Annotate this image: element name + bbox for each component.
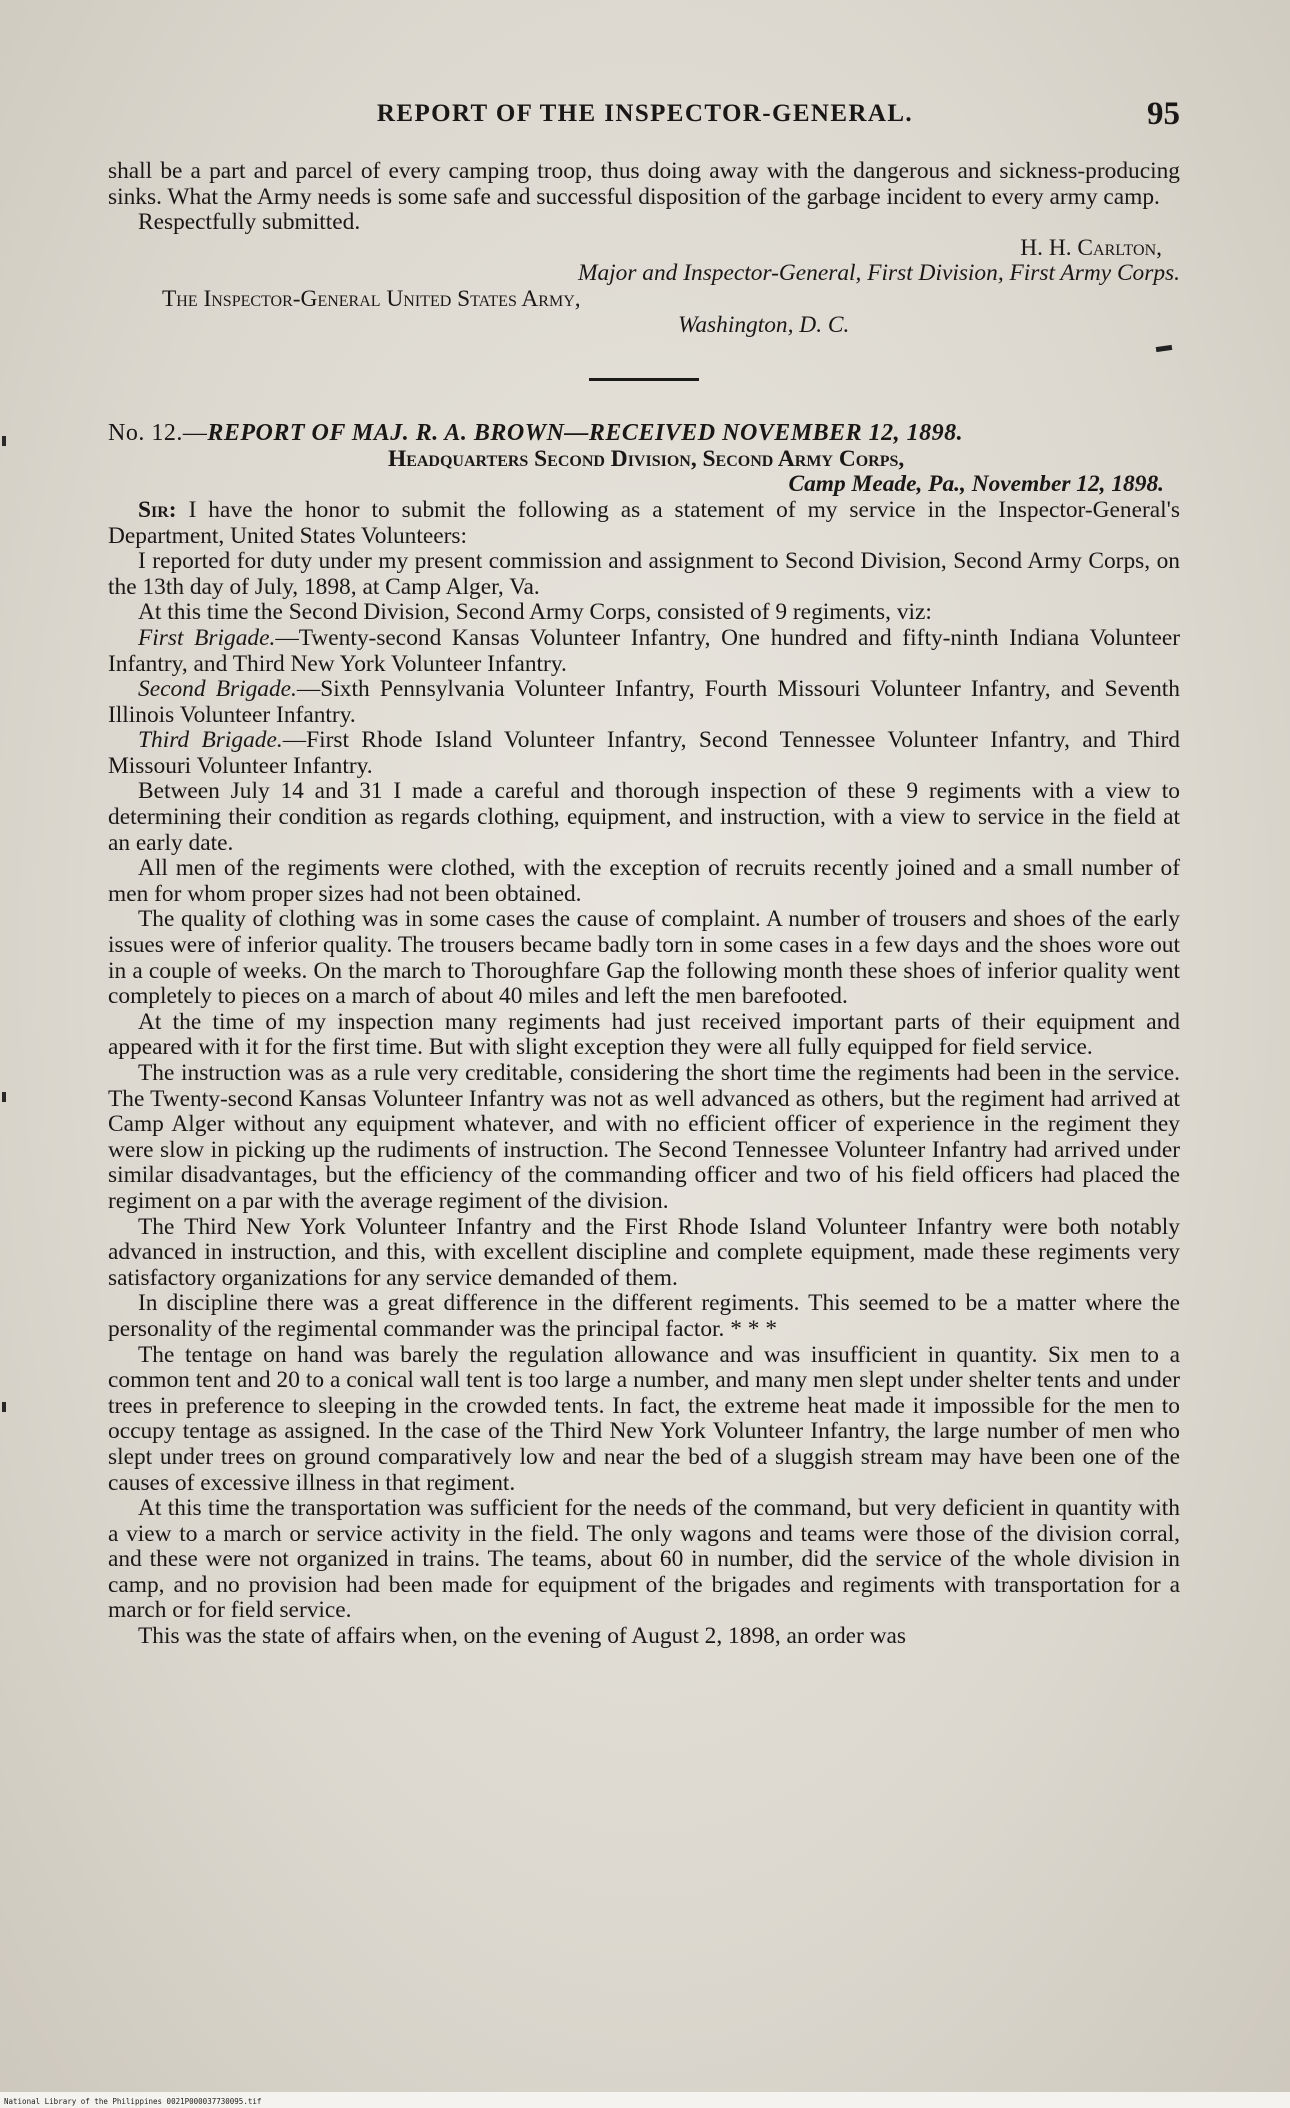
paragraph: The instruction was as a rule very creditable, considering the short time the regiments had been in the service. The Twenty-second Kansas Volunteer Infantry was not as well advanced as others, but the regiment had arrived at Camp Alger without any equipment whatever, and with no efficient officer of experience in the regiment they were slow in picking up the rudiments of instruction. The Second Tennessee Volunteer Infantry had arrived under similar disadvantages, but the efficiency of the commanding officer and two of his field officers had placed the regiment on a par with the average regiment of the division.	[108, 1060, 1180, 1214]
paragraph	[108, 626, 1180, 677]
paragraph: At this time the transportation was sufficient for the needs of the command, but very deficient in quantity with a view to a march or service activity in the field. The only wagons and teams were those of the division corral, and these were not organized in trains. The teams, about 60 in number, did the service of the whole division in camp, and no provision had been made for equipment of the brigades and regiments with transportation for a march or for field service.	[108, 1495, 1180, 1624]
addressee-city: Washington, D. C.	[678, 311, 850, 338]
paragraph	[108, 728, 1180, 779]
edge-mark	[2, 1092, 6, 1102]
paragraph: I reported for duty under my present commission and assignment to Second Division, Second Army Corps, on the 13th day of July, 1898, at Camp Alger, Va.	[108, 548, 1180, 600]
signature-name: H. H. Carlton,	[1020, 234, 1162, 261]
letterhead-hq: Headquarters Second Division, Second Army Corps,	[388, 445, 905, 472]
paragraph: All men of the regiments were clothed, with the exception of recruits recently joined and a small number of men for whom proper sizes had not been obtained.	[108, 855, 1180, 907]
paragraph: This was the state of affairs when, on the evening of August 2, 1898, an order was	[138, 1623, 907, 1650]
scan-label: National Library of the Philippines 0021P000037730095.tif	[4, 2097, 262, 2106]
letterhead-place-date: Camp Meade, Pa., November 12, 1898.	[788, 471, 1164, 498]
section-divider	[589, 378, 699, 381]
page-header	[110, 96, 1180, 136]
paragraph: At the time of my inspection many regiments had just received important parts of their equipment and appeared with it for the first time. But with slight exception they were all fully equipped for field service.	[108, 1008, 1180, 1061]
closing-line: Respectfully submitted.	[138, 209, 361, 236]
brigade-label: Third Brigade.	[138, 727, 283, 754]
paragraph-text: —First Rhode Island Volunteer Infantry, Second Tennessee Volunteer Infantry, and Third Missouri Volunteer Infantry.	[108, 727, 1181, 779]
edge-mark	[2, 436, 6, 446]
report-heading	[108, 421, 1180, 447]
paragraph: The quality of clothing was in some cases the cause of complaint. A number of trousers and shoes of the early issues were of inferior quality. The trousers became badly torn in some cases in a few days and the shoes wore out in a couple of weeks. On the march to Thoroughfare Gap the following month these shoes of inferior quality went completely to pieces on a march of about 40 miles and left the men barefooted.	[108, 906, 1180, 1010]
page-number: 95	[1147, 96, 1180, 132]
report-title: REPORT OF MAJ. R. A. BROWN—RECEIVED NOVEMBER 12, 1898.	[207, 420, 964, 447]
brigade-label: Second Brigade.	[138, 676, 297, 703]
paragraph: Between July 14 and 31 I made a careful and thorough inspection of these 9 regiments with a view to determining their condition as regards clothing, equipment, and instruction, with a view to service in the field at an early date.	[108, 778, 1180, 856]
edge-mark	[2, 1402, 6, 1412]
signature-title: Major and Inspector-General, First Division, First Army Corps.	[577, 260, 1180, 287]
paragraph: The tentage on hand was barely the regulation allowance and was insufficient in quantity. Six men to a common tent and 20 to a conical wall tent is too large a number, and many men slept under shelter tents and under trees in preference to sleeping in the crowded tents. In fact, the extreme heat made it impossible for the men to occupy tentage as assigned. In the case of the Third New York Volunteer Infantry, the large number of men who slept under trees on ground comparatively low and near the bed of a sluggish stream may have been one of the causes of excessive illness in that regiment.	[108, 1341, 1180, 1496]
paragraph: The Third New York Volunteer Infantry and the First Rhode Island Volunteer Infantry were both notably advanced in instruction, and this, with excellent discipline and complete equipment, made these regiments very satisfactory organizations for any service demanded of them.	[108, 1213, 1180, 1291]
opening-paragraph: shall be a part and parcel of every camping troop, thus doing away with the dangerous and sickness-producing sinks. What the Army needs is some safe and successful disposition of the garbage incident to every army camp.	[108, 158, 1180, 210]
paragraph-text: I have the honor to submit the following as a statement of my service in the Inspector-General's Department, United States Volunteers:	[108, 496, 1180, 549]
paragraph: At this time the Second Division, Second Army Corps, consisted of 9 regiments, viz:	[138, 599, 932, 626]
paragraph-text: —Twenty-second Kansas Volunteer Infantry, One hundred and fifty-ninth Indiana Volunteer Infantry, and Third New York Volunteer Infantry.	[108, 624, 1180, 677]
paragraph	[108, 677, 1180, 728]
scan-footer	[0, 2092, 1290, 2108]
brigade-label: First Brigade.	[138, 624, 276, 651]
paragraph: In discipline there was a great difference in the different regiments. This seemed to be a matter where the personality of the regimental commander was the principal factor. * * *	[108, 1290, 1180, 1342]
paragraph-text: —Sixth Pennsylvania Volunteer Infantry, Fourth Missouri Volunteer Infantry, and Seventh Illinois Volunteer Infantry.	[108, 676, 1180, 728]
paragraph	[108, 498, 1180, 549]
document-body	[108, 159, 1180, 1650]
report-number: No. 12.—	[108, 420, 208, 447]
running-title: REPORT OF THE INSPECTOR-GENERAL.	[376, 100, 914, 127]
addressee-line: The Inspector-General United States Army,	[162, 285, 581, 312]
salutation: Sir:	[138, 496, 177, 523]
